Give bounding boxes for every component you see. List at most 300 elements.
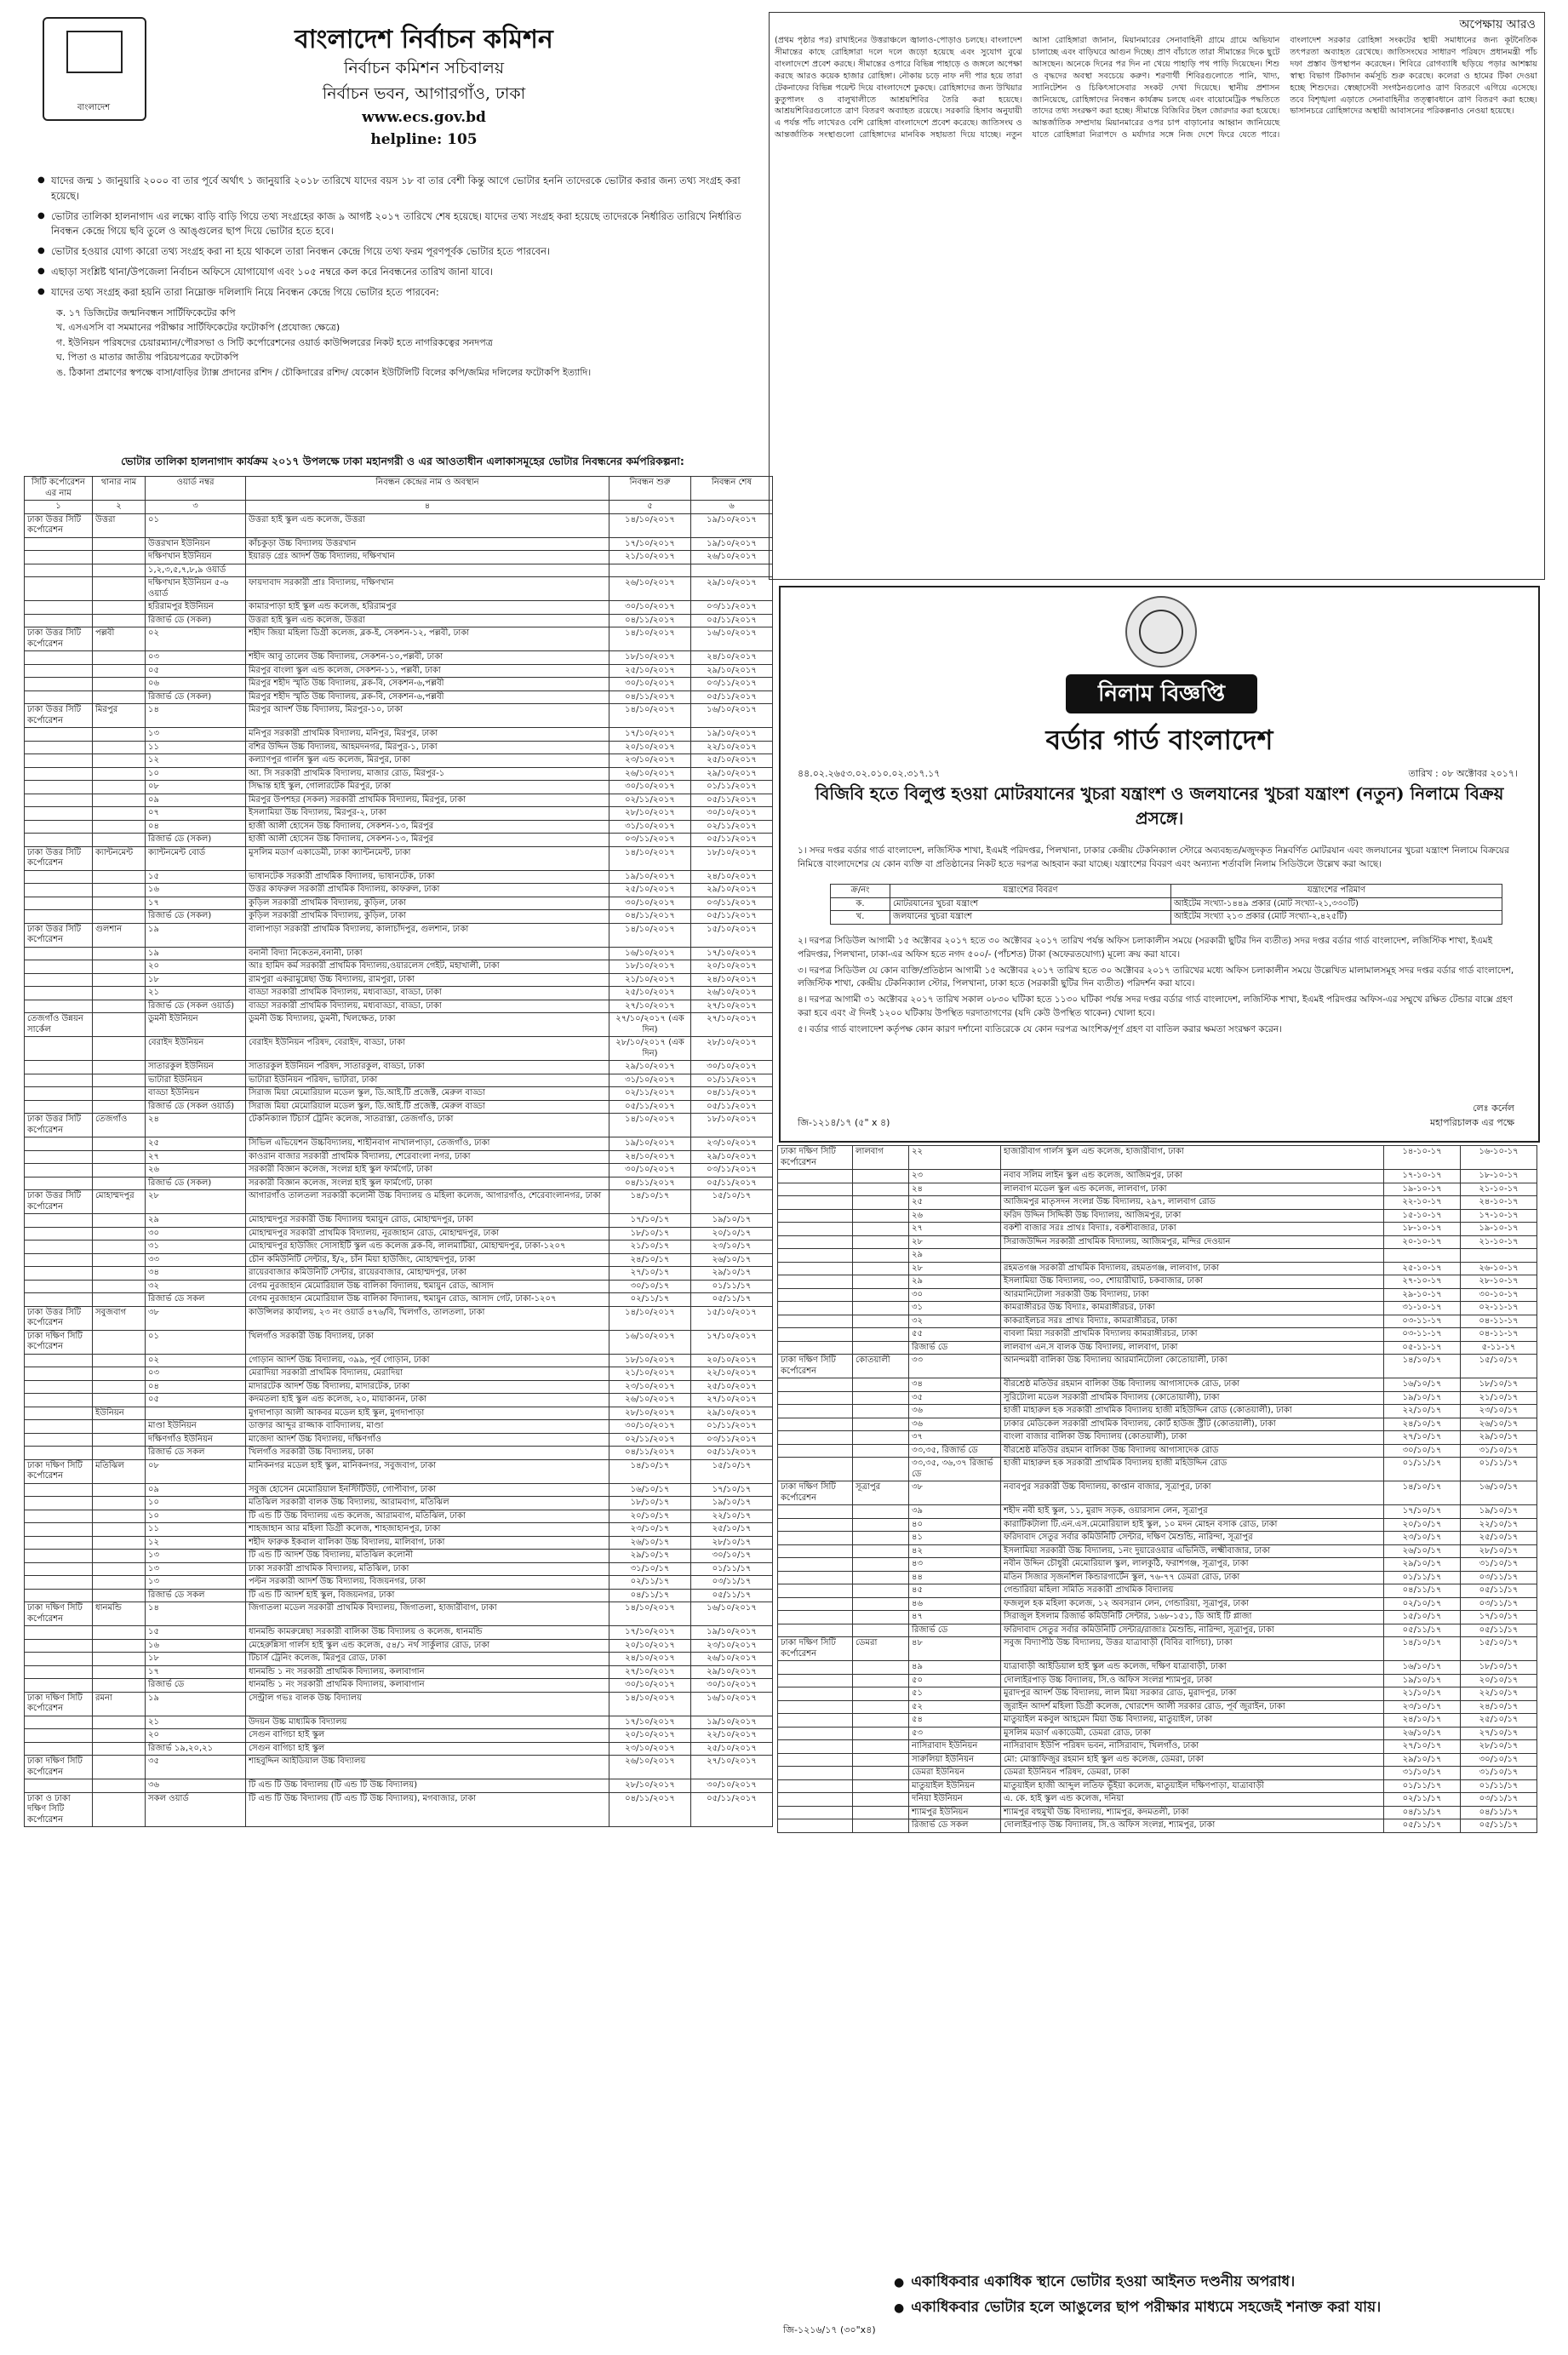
cell: ২০/১০/২০১৭ bbox=[609, 1639, 691, 1653]
cell: ১৭/১০/২০১৭ bbox=[609, 537, 691, 551]
cell: ২৬/১০/২০১৭ bbox=[691, 987, 773, 1000]
bullet-item: ● যাদের তথ্য সংগ্রহ করা হয়নি তারা নিম্নোক্ত দলিলাদি নিয়ে নিবন্ধন কেন্দ্রে গিয়ে ভোটার হতে পারবেন: bbox=[37, 285, 761, 301]
cell: ৫১ bbox=[909, 1687, 1001, 1701]
cell: মাণ্ডা ইউনিয়ন bbox=[146, 1420, 246, 1434]
cell: উত্তর কাফরুল সরকারী প্রাথমিক বিদ্যালয়, কাফরুল, ঢাকা bbox=[246, 884, 609, 897]
col-header: ওয়ার্ড নম্বর bbox=[146, 477, 246, 501]
table-row bbox=[25, 807, 773, 821]
cell: ২৬/১০/১৭ bbox=[1384, 1544, 1461, 1558]
table-row bbox=[25, 1576, 773, 1590]
cell: ১৯ bbox=[146, 1692, 246, 1716]
cell: ৩০/১০/১৭ bbox=[1461, 1753, 1537, 1767]
cell: ৩৬ bbox=[146, 1779, 246, 1793]
table-row bbox=[25, 1639, 773, 1653]
cell: টি এন্ড টি আদর্শ হাই স্কুল, বিজয়নগর, ঢাকা bbox=[246, 1589, 609, 1602]
cell bbox=[93, 781, 146, 794]
cell: ইসলামিয়া সরকারী উচ্চ বিদ্যালয়, ১নং দুয়ারেওয়ার এভিনিউ, লক্ষ্মীবাজার, ঢাকা bbox=[1001, 1544, 1384, 1558]
cell: রহমতগঞ্জ সরকারী প্রাথমিক বিদ্যালয়, রহমতগঞ্জ, লালবাগ, ঢাকা bbox=[1001, 1262, 1384, 1275]
table-row bbox=[25, 1523, 773, 1537]
table-row bbox=[25, 651, 773, 665]
cell: টিচার্স ট্রেনিং কলেজ, মিরপুর রোড, ঢাকা bbox=[246, 1653, 609, 1666]
cell: ০৪ bbox=[146, 1380, 246, 1394]
cell bbox=[93, 834, 146, 847]
cell: ঢাকা উত্তর সিটি কর্পোরেশন bbox=[25, 704, 93, 728]
cell: মো: মোস্তাফিজুর রহমান হাই স্কুল এন্ড কলেজ, ডেমরা, ঢাকা bbox=[1001, 1753, 1384, 1767]
cell bbox=[778, 1196, 853, 1210]
table-row bbox=[25, 1164, 773, 1178]
cell: ২৯/১০/১৭ bbox=[1384, 1558, 1461, 1572]
cell: ২৫-১০-১৭ bbox=[1384, 1262, 1461, 1275]
cell bbox=[778, 1209, 853, 1223]
cell: ১৬/১০/১৭ bbox=[1384, 1661, 1461, 1675]
cell: ২২/১০/২০১৭ bbox=[691, 741, 773, 754]
cell: ২৫/১০/১৭ bbox=[1461, 1714, 1537, 1728]
cell: মতিঝিল bbox=[93, 1459, 146, 1483]
cell: দক্ষিণগাঁও ইউনিয়ন bbox=[146, 1433, 246, 1447]
table-row bbox=[25, 1241, 773, 1254]
cell: ৪৭ bbox=[909, 1611, 1001, 1624]
cell bbox=[778, 1223, 853, 1236]
cell: ১৯/১০/১৭ bbox=[1384, 1391, 1461, 1405]
cell: ০৪/১১/১৭ bbox=[609, 1589, 691, 1602]
cell: ৩০/১০/২০১৭ bbox=[609, 1679, 691, 1693]
table-row bbox=[778, 1611, 1537, 1624]
cell bbox=[93, 1550, 146, 1563]
cell bbox=[778, 1183, 853, 1196]
cell: ১১ bbox=[146, 1523, 246, 1537]
cell: ২৪/১০/১৭ bbox=[609, 1253, 691, 1267]
footer-text: একাধিকবার একাধিক স্থানে ভোটার হওয়া আইনত দণ্ডনীয় অপরাধ। bbox=[911, 2273, 1296, 2290]
book-icon bbox=[66, 31, 123, 73]
col-header: সিটি কর্পোরেশন এর নাম bbox=[25, 477, 93, 501]
cell: ০৫/১১/১৭ bbox=[1461, 1584, 1537, 1598]
cell: বশির উদ্দিন উচ্চ বিদ্যালয়, আহমদনগর, মিরপুর-১, ঢাকা bbox=[246, 741, 609, 754]
table-row bbox=[778, 1183, 1537, 1196]
cell: ০৪ bbox=[146, 820, 246, 834]
table-row bbox=[25, 1013, 773, 1037]
ec-advertisement bbox=[24, 12, 777, 2341]
cell: ০৫/১১/১৭ bbox=[691, 1589, 773, 1602]
cell bbox=[778, 1288, 853, 1302]
table-row bbox=[778, 1532, 1537, 1545]
cell: ঢাকা দক্ষিণ সিটি কর্পোরেশন bbox=[778, 1637, 853, 1661]
cell bbox=[25, 564, 93, 577]
cell: ২৮/১০/১৭ bbox=[1461, 1740, 1537, 1754]
cell: ২৩/১০/২০১৭ bbox=[691, 1137, 773, 1151]
cell: ২৯/১০/১৭ bbox=[1384, 1753, 1461, 1767]
cell: বীরশ্রেষ্ঠ মতিউর রহমান বালিকা উচ্চ বিদ্যালয় আগাসাদেক রোড, ঢাকা bbox=[1001, 1378, 1384, 1392]
cell: ২৭-১০-১৭ bbox=[1384, 1275, 1461, 1289]
table-row bbox=[25, 846, 773, 870]
cell: ৩৮ bbox=[909, 1481, 1001, 1505]
cell: ২৭/১০/২০১৭ bbox=[691, 1013, 773, 1037]
cell: নবীন উদ্দিন চৌধুরী মেমোরিয়াল স্কুল, লালকুঠি, ফরাশগঞ্জ, সূত্রাপুর, ঢাকা bbox=[1001, 1558, 1384, 1572]
table-row bbox=[25, 1367, 773, 1381]
cell bbox=[778, 1571, 853, 1584]
cell bbox=[93, 910, 146, 924]
cell: খিলগাঁও সরকারী উচ্চ বিদ্যালয়, ঢাকা bbox=[246, 1447, 609, 1460]
cell bbox=[93, 884, 146, 897]
cell: ৫৪ bbox=[909, 1714, 1001, 1728]
cell bbox=[93, 1087, 146, 1101]
cell: ডেমরা bbox=[853, 1637, 909, 1661]
cell: ২৯/১০/১৭ bbox=[691, 1267, 773, 1281]
table-row bbox=[25, 1293, 773, 1307]
cell: নবাবপুর সরকারী উচ্চ বিদ্যালয়, কাপ্তান বাজার, সূত্রাপুর, ঢাকা bbox=[1001, 1481, 1384, 1505]
cell: মিরপুর উপশহর (সকল) সরকারী প্রাথমিক বিদ্যালয়, মিরপুর, ঢাকা bbox=[246, 794, 609, 807]
cell: শহীদ নবী হাই স্কুল, ১১, মুরাদ সড়ক, ওয়ারসান লেন, সূত্রাপুর bbox=[1001, 1505, 1384, 1519]
cell: ২৬/১০/১৭ bbox=[609, 1536, 691, 1550]
table-row bbox=[25, 1665, 773, 1679]
cell bbox=[25, 577, 93, 601]
cell bbox=[93, 1330, 146, 1354]
cell: টেকনিক্যাল টিচার্স ট্রেনিং কলেজ, সাতরাস্তা, তেজগাঁও, ঢাকা bbox=[246, 1114, 609, 1137]
cell: ক. bbox=[831, 897, 890, 911]
cell: ১০ bbox=[146, 1510, 246, 1523]
table-header-row bbox=[831, 885, 1502, 898]
cell: ৩০/১০/২০১৭ bbox=[609, 678, 691, 691]
cell: সারুলিয়া ইউনিয়ন bbox=[909, 1753, 1001, 1767]
cell bbox=[93, 767, 146, 781]
ec-secretariat: নির্বাচন কমিশন সচিবালয় bbox=[343, 59, 505, 77]
table-row bbox=[778, 1727, 1537, 1740]
cell bbox=[93, 1227, 146, 1241]
cell: ০২/১১/১৭ bbox=[1384, 1793, 1461, 1807]
cell: মানিকনগর মডেল হাই স্কুল, মানিকনগর, সবুজবাগ, ঢাকা bbox=[246, 1459, 609, 1483]
cell bbox=[778, 1249, 853, 1263]
cell: ২৩/১০/১৭ bbox=[1384, 1532, 1461, 1545]
article-header: অপেক্ষায় আরও bbox=[1459, 18, 1536, 32]
cell: সাতারকুল ইউনিয়ন bbox=[146, 1061, 246, 1074]
cell: সুরিটোলা মডেল সরকারী প্রাথমিক বিদ্যালয় (কোতোয়ালী), ঢাকা bbox=[1001, 1391, 1384, 1405]
cell bbox=[93, 1061, 146, 1074]
cell: ১৮/১০/১৭ bbox=[1461, 1661, 1537, 1675]
cell: ২৬ bbox=[909, 1209, 1001, 1223]
cell bbox=[25, 1293, 93, 1307]
cell: ২৮/১০/২০১৭ bbox=[691, 1037, 773, 1061]
cell: হাজী আলী হোসেন উচ্চ বিদ্যালয়, সেকশন-১৩, মিরপুর bbox=[246, 834, 609, 847]
cell bbox=[25, 1653, 93, 1666]
table-row bbox=[778, 1544, 1537, 1558]
cell: ১৪/১০/২০১৭ bbox=[609, 1602, 691, 1626]
table-row bbox=[778, 1661, 1537, 1675]
cell: শহীদ জিয়া মহিলা ডিগ্রী কলেজ, ব্লক-ই, সেকশন-১২, পল্লবী, ঢাকা bbox=[246, 627, 609, 651]
cell: কদমতলা হাই স্কুল এন্ড কলেজ, ২০, মায়াকানন, ঢাকা bbox=[246, 1394, 609, 1407]
cell: ২৮ bbox=[909, 1262, 1001, 1275]
cell: ৩০/১০/২০১৭ bbox=[691, 1061, 773, 1074]
cell: ৩৭ bbox=[909, 1431, 1001, 1445]
cell bbox=[25, 910, 93, 924]
table-row bbox=[778, 1597, 1537, 1611]
cell: ২৩/১০/২০১৭ bbox=[691, 1639, 773, 1653]
sign-rank: লেঃ কর্নেল bbox=[1473, 1103, 1514, 1114]
table-row bbox=[25, 1626, 773, 1640]
cell bbox=[853, 1315, 909, 1328]
table-row bbox=[778, 1170, 1537, 1183]
cell: ১৬/১০/১৭ bbox=[609, 1483, 691, 1497]
cell: ১৫/১০/২০১৭ bbox=[691, 1306, 773, 1330]
cell: ০৫/১১/১৭ bbox=[1461, 1819, 1537, 1833]
cell bbox=[853, 1418, 909, 1431]
col-header: নিবন্ধন শেষ bbox=[691, 477, 773, 501]
cell: ২৯/১০/১৭ bbox=[609, 1550, 691, 1563]
cell bbox=[93, 1497, 146, 1510]
cell: শহীদ ফারুক ইকবাল বালিকা উচ্চ বিদ্যালয়, মালিবাগ, ঢাকা bbox=[246, 1536, 609, 1550]
cell: ৫২ bbox=[909, 1700, 1001, 1714]
cell: ২৪ bbox=[146, 1114, 246, 1137]
table-row bbox=[25, 1756, 773, 1779]
cell: ১৯/১০/২০১৭ bbox=[691, 537, 773, 551]
cell: ৩৬ bbox=[909, 1418, 1001, 1431]
cell: ২৬/১০/১৭ bbox=[691, 1253, 773, 1267]
cell: ০১/১১/১৭ bbox=[1461, 1458, 1537, 1481]
cell: ০৫/১১/১৭ bbox=[1384, 1819, 1461, 1833]
cell: ২৪/১০/২০১৭ bbox=[609, 1150, 691, 1164]
table-row bbox=[778, 1209, 1537, 1223]
cell bbox=[25, 947, 93, 960]
cell: কুড়িল সরকারী প্রাথমিক বিদ্যালয়, কুড়িল, ঢাকা bbox=[246, 897, 609, 910]
cell: ১৪ bbox=[146, 704, 246, 728]
cell: ০২/১১/২০১৭ bbox=[609, 1433, 691, 1447]
cell: ৪৪ bbox=[909, 1571, 1001, 1584]
table-row bbox=[25, 947, 773, 960]
cell: মোহাম্মদপুর সরকারী উচ্চ বিদ্যালয় হুমায়ুন রোড, মোহাম্মদপুর, ঢাকা bbox=[246, 1214, 609, 1228]
table-row bbox=[778, 1624, 1537, 1637]
cell bbox=[93, 1756, 146, 1779]
cell: ১৭/১০/২০১৭ bbox=[609, 1716, 691, 1729]
cell: মাতুয়াইল হাজী আব্দুল লতিফ ভূঁইয়া কলেজ, মাতুয়াইল দক্ষিণপাড়া, যাত্রাবাড়ী bbox=[1001, 1779, 1384, 1793]
table-row bbox=[25, 1602, 773, 1626]
notice-para bbox=[798, 845, 1521, 874]
cell: ০৬ bbox=[146, 678, 246, 691]
cell: শহীদ আবু তালেব উচ্চ বিদ্যালয়, সেকশন-১০,পল্লবী, ঢাকা bbox=[246, 651, 609, 665]
cell bbox=[25, 1367, 93, 1381]
cell: রমনা bbox=[93, 1692, 146, 1716]
cell: ১৯ bbox=[146, 947, 246, 960]
table-row bbox=[25, 1653, 773, 1666]
table-row bbox=[778, 1355, 1537, 1378]
table-row bbox=[25, 1692, 773, 1716]
cell: ঢাকা ও ঢাকা দক্ষিণ সিটি কর্পোরেশন bbox=[25, 1792, 93, 1827]
cell: ০১/১১/২০১৭ bbox=[691, 1074, 773, 1087]
col-number: ৪ bbox=[246, 501, 609, 514]
cell bbox=[93, 664, 146, 678]
cell: হাজারীবাগ গার্লস স্কুল এন্ড কলেজ, হাজারীবাগ, ঢাকা bbox=[1001, 1146, 1384, 1170]
cell: রিজার্ভ ডে (সকল) bbox=[146, 834, 246, 847]
cell: ১৭/১০/১৭ bbox=[1384, 1505, 1461, 1519]
cell: সাতারকুল ইউনিয়ন পরিষদ, সাতারকুল, বাড্ডা, ঢাকা bbox=[246, 1061, 609, 1074]
cell: ২৩ bbox=[909, 1170, 1001, 1183]
table-row bbox=[25, 1550, 773, 1563]
cell: ০৫/১১/২০১৭ bbox=[691, 1447, 773, 1460]
cell: ১৬/১০/১৭ bbox=[1461, 1481, 1537, 1505]
table-body bbox=[25, 513, 773, 1827]
cell: ১৫/১০/১৭ bbox=[691, 1459, 773, 1483]
cell: ০১ bbox=[146, 1330, 246, 1354]
cell: ধানমন্ডি ১ নং সরকারী প্রাথমিক বিদ্যালয়, কলাবাগান bbox=[246, 1665, 609, 1679]
cell: ১৬/১০/১৭ bbox=[1384, 1378, 1461, 1392]
cell: ৪০ bbox=[909, 1518, 1001, 1532]
cell bbox=[25, 1000, 93, 1013]
col-header: নিবন্ধন শুরু bbox=[609, 477, 691, 501]
cell: ২১/১০/১৭ bbox=[609, 1241, 691, 1254]
cell: হাজী মাহারুল হক সরকারী প্রাথমিক বিদ্যালয় হাজী মহিউদ্দিন রোড bbox=[1001, 1458, 1384, 1481]
cell: ১৭/১০/১৭ bbox=[609, 1214, 691, 1228]
cell: ২৯/১০/২০১৭ bbox=[609, 1061, 691, 1074]
cell: ০৩/১১/২০১৭ bbox=[609, 834, 691, 847]
cell: ২৪/১০/১৭ bbox=[1384, 1714, 1461, 1728]
cell: নাসিরাবাদ ইউপি পরিষদ ভবন, নাসিরাবাদ, খিলগাঁও, ঢাকা bbox=[1001, 1740, 1384, 1754]
cell: রায়েরবাজার কমিউনিটি সেন্টার, রায়েরবাজার, মোহাম্মদপুর, ঢাকা bbox=[246, 1267, 609, 1281]
cell: ১৮/১০/১৭ bbox=[609, 1497, 691, 1510]
cell: সরকারী বিজ্ঞান কলেজ, সংলগ্ন হাই স্কুল ফার্মগেট, ঢাকা bbox=[246, 1164, 609, 1178]
cell: ডেমরা ইউনিয়ন পরিষদ, ডেমরা, ঢাকা bbox=[1001, 1767, 1384, 1780]
table-row bbox=[25, 1589, 773, 1602]
cell: গোড়ান আদর্শ উচ্চ বিদ্যালয়, ৩৯৯, পূর্ব গোড়ান, ঢাকা bbox=[246, 1354, 609, 1367]
cell: ১৭ bbox=[146, 1665, 246, 1679]
cell: ৩০/১০/১৭ bbox=[1384, 1444, 1461, 1458]
cell: ১৬/১০/২০১৭ bbox=[691, 1692, 773, 1716]
cell: বেরাইদ ইউনিয়ন bbox=[146, 1037, 246, 1061]
table-row bbox=[778, 1819, 1537, 1833]
cell: ০২ bbox=[146, 1354, 246, 1367]
table-row bbox=[778, 1328, 1537, 1342]
cell: হাজী আলী হোসেন উচ্চ বিদ্যালয়, সেকশন-১৩, মিরপুর bbox=[246, 820, 609, 834]
table-row bbox=[778, 1700, 1537, 1714]
cell bbox=[25, 1420, 93, 1434]
table-row bbox=[25, 884, 773, 897]
cell: ১৮/১০/২০১৭ bbox=[691, 846, 773, 870]
cell: ১৪/১০/২০১৭ bbox=[609, 1692, 691, 1716]
cell: ২৬/১০/২০১৭ bbox=[691, 1653, 773, 1666]
cell: মোটরযানের খুচরা যন্ত্রাংশ bbox=[890, 897, 1171, 911]
cell: আরমানিটোলা সরকারী উচ্চ বিদ্যালয়, ঢাকা bbox=[1001, 1288, 1384, 1302]
cell: রিজার্ভ ডে সকল bbox=[909, 1819, 1001, 1833]
cell bbox=[93, 678, 146, 691]
cell: ২৬/১০/২০১৭ bbox=[609, 577, 691, 601]
table-row bbox=[778, 1418, 1537, 1431]
table-row bbox=[778, 1341, 1537, 1355]
cell bbox=[25, 1729, 93, 1743]
sign-title: মহাপরিচালক এর পক্ষে bbox=[1430, 1116, 1514, 1128]
table-row bbox=[778, 1288, 1537, 1302]
cell: ২৬/১০/২০১৭ bbox=[691, 551, 773, 564]
cell: ০৪/১১/১৭ bbox=[1384, 1806, 1461, 1819]
cell: ২৫/১০/২০১৭ bbox=[691, 1380, 773, 1394]
cell bbox=[25, 601, 93, 615]
cell: ২১/১০/২০১৭ bbox=[609, 1367, 691, 1381]
cell: উত্তরা bbox=[93, 513, 146, 537]
cell bbox=[778, 1806, 853, 1819]
cell bbox=[778, 1378, 853, 1392]
doc-item: ঘ. পিতা ও মাতার জাতীয় পরিচয়পত্রের ফটোকপি bbox=[56, 352, 239, 364]
cell bbox=[93, 1562, 146, 1576]
cell bbox=[25, 834, 93, 847]
cell bbox=[25, 767, 93, 781]
table-number-row bbox=[25, 501, 773, 514]
cell bbox=[778, 1458, 853, 1481]
table-row bbox=[778, 1315, 1537, 1328]
cell: ১৭/১০/১৭ bbox=[1461, 1611, 1537, 1624]
cell: মুরাদপুর আদর্শ উচ্চ বিদ্যালয়, লাল মিয়া সরকার রোড, মুরাদপুর, ঢাকা bbox=[1001, 1687, 1384, 1701]
cell: ২৭/১০/২০১৭ bbox=[609, 1665, 691, 1679]
cell: সরকারী বিজ্ঞান কলেজ, সংলগ্ন হাই স্কুল ফার্মগেট, ঢাকা bbox=[246, 1177, 609, 1190]
ec-bullet-list bbox=[37, 174, 761, 381]
cell: বেগম নুরজাহান মেমোরিয়াল উচ্চ বালিকা বিদ্যালয়, হুমায়ুন রোড, আসাদ গেট, ঢাকা-১২০৭ bbox=[246, 1293, 609, 1307]
cell: মুসলিম মডার্ণ একাডেমী, ডেমরা রোড, ঢাকা bbox=[1001, 1727, 1384, 1740]
notice-subject: বিজিবি হতে বিলুপ্ত হওয়া মোটরযানের খুচরা যন্ত্রাংশ ও জলযানের খুচরা যন্ত্রাংশ (নতুন) নিলামে বিক্রয় প্রসঙ্গে। bbox=[815, 783, 1504, 828]
ec-website[interactable]: www.ecs.gov.bd bbox=[362, 109, 486, 126]
cell: কল্যাণপুর গার্লস স্কুল এন্ড কলেজ, মিরপুর, ঢাকা bbox=[246, 754, 609, 768]
cell: ২৩/১০/১৭ bbox=[609, 1523, 691, 1537]
ec-logo bbox=[43, 17, 146, 121]
schedule-heading: ভোটার তালিকা হালনাগাদ কার্যক্রম ২০১৭ উপলক্ষে ঢাকা মহানগরী ও এর আওতাধীন এলাকাসমূহের ভোটার নিবন্ধনের কর্মপরিকল্পনা: bbox=[121, 455, 684, 467]
cell: ১৯/১০/২০১৭ bbox=[691, 1716, 773, 1729]
cell bbox=[778, 1431, 853, 1445]
cell: ০৩/১১/১৭ bbox=[691, 1576, 773, 1590]
cell: মাতুয়াইল মকবুল আহমেদ মিয়া উচ্চ বিদ্যালয়, মাতুয়াইল, ঢাকা bbox=[1001, 1714, 1384, 1728]
table-row bbox=[25, 1354, 773, 1367]
cell: ০২/১১/২০১৭ bbox=[609, 1087, 691, 1101]
cell bbox=[93, 1367, 146, 1381]
cell: মনিপুর সরকারী প্রাথমিক বিদ্যালয়, মনিপুর, মিরপুর, ঢাকা bbox=[246, 728, 609, 742]
cell bbox=[93, 1639, 146, 1653]
cell bbox=[25, 1150, 93, 1164]
cell bbox=[25, 1137, 93, 1151]
cell bbox=[25, 741, 93, 754]
cell: ২০/১০/১৭ bbox=[609, 1510, 691, 1523]
cell: খিলগাঁও সরকারী উচ্চ বিদ্যালয়, ঢাকা bbox=[246, 1330, 609, 1354]
cell: ঢাকা দক্ষিণ সিটি কর্পোরেশন bbox=[25, 1330, 93, 1354]
cell: ২৯/১০/২০১৭ bbox=[691, 577, 773, 601]
cell bbox=[93, 1164, 146, 1178]
cell: হরিরামপুর ইউনিয়ন bbox=[146, 601, 246, 615]
cell: ১৮/১০/১৭ bbox=[1461, 1378, 1537, 1392]
cell: ০৪/১১/২০১৭ bbox=[609, 910, 691, 924]
cell: ০৫/১১/২০১৭ bbox=[691, 690, 773, 704]
cell: ১৭/১০/২০১৭ bbox=[609, 1626, 691, 1640]
table-row bbox=[25, 794, 773, 807]
table-row bbox=[25, 1100, 773, 1114]
cell: বালাপাড়া সরকারী প্রাথমিক বিদ্যালয়, কালাচাঁদপুর, গুলশান, ঢাকা bbox=[246, 923, 609, 947]
cell bbox=[93, 1536, 146, 1550]
cell bbox=[778, 1819, 853, 1833]
cell: ১৬-১০-১৭ bbox=[1461, 1146, 1537, 1170]
cell: ০৫ bbox=[146, 1394, 246, 1407]
table-row bbox=[778, 1714, 1537, 1728]
cell: মুগদাপাড়া আলী আকবর মডেল হাই স্কুল, মুগদাপাড়া bbox=[246, 1407, 609, 1420]
cell: যাত্রাবাড়ী আইডিয়াল হাই স্কুল এন্ড কলেজ, দক্ষিণ যাত্রাবাড়ী, ঢাকা bbox=[1001, 1661, 1384, 1675]
table-row bbox=[25, 897, 773, 910]
notice-banner: নিলাম বিজ্ঞপ্তি bbox=[1066, 674, 1257, 713]
cell bbox=[853, 1571, 909, 1584]
cell: ১৭-১০-১৭ bbox=[1384, 1170, 1461, 1183]
cell: ২৫ bbox=[909, 1196, 1001, 1210]
cell bbox=[25, 1447, 93, 1460]
cell: ১৯/১০/২০১৭ bbox=[691, 728, 773, 742]
cell: ৩০/১০/১৭ bbox=[609, 1280, 691, 1293]
cell bbox=[25, 1087, 93, 1101]
para-2: ২। দরপত্র সিডিউল আগামী ১৫ অক্টোবর ২০১৭ হতে ৩০ অক্টোবর ২০১৭ তারিখ পর্যন্ত অফিস চলাকালীন সময়ে (সরকারী ছুটির দিন ব্যতীত) সদর দপ্তর বর্ডার গার্ড বাংলাদেশ, লজিস্টিক শাখা, ইএমই পরিদপ্তর, পিলখানা, ঢাকা-এর অফিস হতে নগদ ৫০০/- (পাঁচশত) টাকা (অফেরতযোগ্য) মূল্যে ক্রয় করা যাবে। bbox=[798, 936, 1493, 960]
table-row bbox=[25, 960, 773, 974]
cell: রিজার্ভ ডে (সকল) bbox=[146, 910, 246, 924]
cell: ২৩/১০/১৭ bbox=[1461, 1405, 1537, 1418]
bullet-item: ● ভোটার হওয়ার যোগ্য কারো তথ্য সংগ্রহ করা না হয়ে থাকলে তারা নিবন্ধন কেন্দ্রে গিয়ে তথ্য ফরম পূরণপূর্বক ভোটার হতে পারবেন। bbox=[37, 244, 761, 260]
cell: শ্যামপুর ইউনিয়ন bbox=[909, 1806, 1001, 1819]
cell: রিজার্ভ ডে (সকল ওয়ার্ড) bbox=[146, 1000, 246, 1013]
cell bbox=[25, 1626, 93, 1640]
cell: নাসিরাবাদ ইউনিয়ন bbox=[909, 1740, 1001, 1754]
